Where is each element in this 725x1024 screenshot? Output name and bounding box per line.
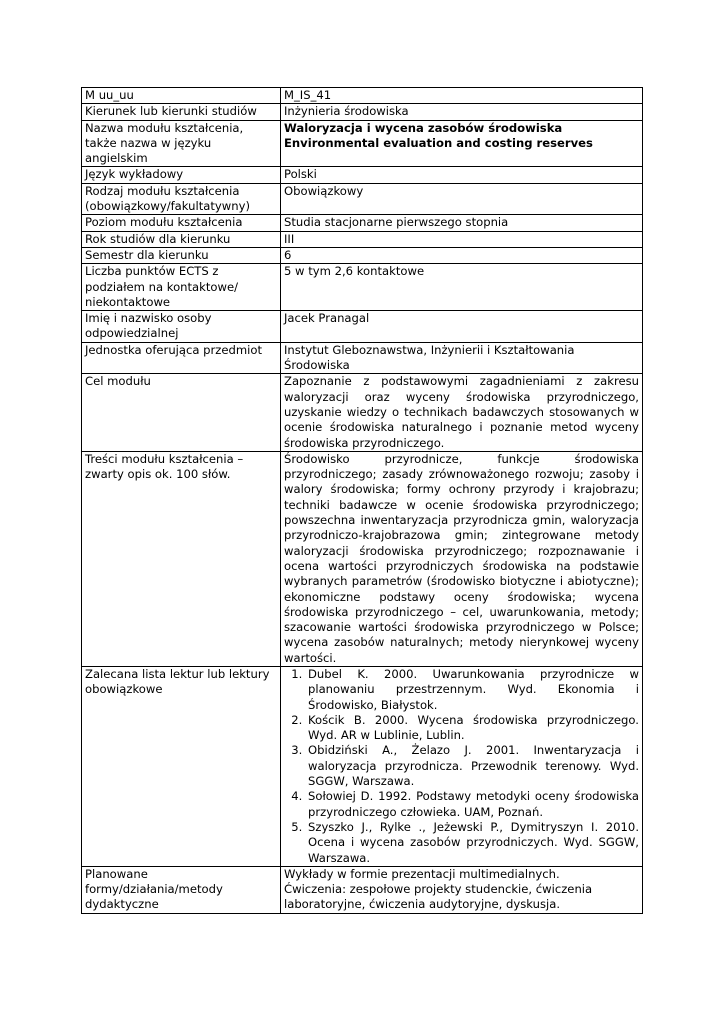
- module-name-value: [281, 120, 643, 167]
- language-value: Polski: [281, 167, 643, 183]
- module-goal-label: Cel modułu: [82, 374, 281, 451]
- teaching-methods-value: [281, 866, 643, 913]
- literature-item: 5. Szyszko J., Rylke ., Jeżewski P., Dymitryszyn I. 2010. Ocena i wycena zasobów przyrodniczych. Wyd. SGGW, Warszawa.: [306, 820, 639, 866]
- responsible-person-label: Imię i nazwisko osoby odpowiedzialnej: [82, 311, 281, 343]
- row-field-of-study: [82, 104, 643, 120]
- row-language: [82, 167, 643, 183]
- responsible-person-value: Jacek Pranagal: [281, 311, 643, 343]
- row-module-type: [82, 183, 643, 215]
- module-level-value: Studia stacjonarne pierwszego stopnia: [281, 215, 643, 231]
- ects-label: Liczba punktów ECTS z podziałem na kontaktowe/ niekontaktowe: [82, 264, 281, 311]
- row-offering-unit: [82, 342, 643, 374]
- offering-unit-value: Instytut Gleboznawstwa, Inżynierii i Kształtowania Środowiska: [281, 342, 643, 374]
- literature-item: 1. Dubel K. 2000. Uwarunkowania przyrodnicze w planowaniu przestrzennym. Wyd. Ekonomia i Środowisko, Białystok.: [306, 667, 639, 713]
- row-module-goal: [82, 374, 643, 451]
- ects-value: 5 w tym 2,6 kontaktowe: [281, 264, 643, 311]
- language-label: Język wykładowy: [82, 167, 281, 183]
- row-module-level: [82, 215, 643, 231]
- literature-value: [281, 666, 643, 866]
- module-type-label: Rodzaj modułu kształcenia (obowiązkowy/fakultatywny): [82, 183, 281, 215]
- module-type-value: Obowiązkowy: [281, 183, 643, 215]
- module-content-value: Środowisko przyrodnicze, funkcje środowiska przyrodniczego; zasady zrównoważonego rozwoju; zasoby i walory środowiska; formy ochrony przyrody i krajobrazu; techniki badawcze w ocenie środowiska przyrodniczego; powszechna inwentaryzacja przyrodnicza gmin, waloryzacja przyrodniczo-krajobrazowa gmin; zintegrowane metody waloryzacji środowiska przyrodniczego; rozpoznawanie i ocena wartości przyrodniczych środowiska na podstawie wybranych parametrów (środowisko biotyczne i abiotyczne); ekonomiczne podstawy oceny środowiska; wycena środowiska przyrodniczego – cel, uwarunkowania, metody; szacowanie wartości środowiska przyrodniczego w Polsce; wycena zasobów naturalnych; metody nierynkowej wyceny wartości.: [281, 451, 643, 666]
- module-card-table: [81, 87, 643, 914]
- row-module-code: [82, 88, 643, 104]
- field-of-study-value: Inżynieria środowiska: [281, 104, 643, 120]
- literature-list: [284, 667, 639, 866]
- module-level-label: Poziom modułu kształcenia: [82, 215, 281, 231]
- field-of-study-label: Kierunek lub kierunki studiów: [82, 104, 281, 120]
- module-code-value: M_IS_41: [281, 88, 643, 104]
- row-module-content: [82, 451, 643, 666]
- row-study-year: [82, 231, 643, 247]
- teaching-methods-exercises: Ćwiczenia: zespołowe projekty studenckie, ćwiczenia laboratoryjne, ćwiczenia audytoryjne, dyskusja.: [284, 882, 593, 912]
- row-semester: [82, 247, 643, 263]
- teaching-methods-lectures: Wykłady w formie prezentacji multimedialnych.: [284, 866, 560, 881]
- literature-item: 3. Obidziński A., Żelazo J. 2001. Inwentaryzacja i waloryzacja przyrodnicza. Przewodnik terenowy. Wyd. SGGW, Warszawa.: [306, 743, 639, 789]
- row-literature: [82, 666, 643, 866]
- study-year-label: Rok studiów dla kierunku: [82, 231, 281, 247]
- module-name-polish: Waloryzacja i wycena zasobów środowiska: [284, 120, 563, 135]
- row-ects: [82, 264, 643, 311]
- teaching-methods-label: Planowane formy/działania/metody dydaktyczne: [82, 866, 281, 913]
- literature-item: 4. Sołowiej D. 1992. Podstawy metodyki oceny środowiska przyrodniczego człowieka. UAM, Poznań.: [306, 789, 639, 820]
- module-name-english: Environmental evaluation and costing reserves: [284, 135, 593, 150]
- module-content-label: Treści modułu kształcenia – zwarty opis ok. 100 słów.: [82, 451, 281, 666]
- study-year-value: III: [281, 231, 643, 247]
- module-name-label: Nazwa modułu kształcenia, także nazwa w języku angielskim: [82, 120, 281, 167]
- literature-item: 2. Kościk B. 2000. Wycena środowiska przyrodniczego. Wyd. AR w Lublinie, Lublin.: [306, 713, 639, 744]
- row-responsible-person: [82, 311, 643, 343]
- semester-value: 6: [281, 247, 643, 263]
- module-code-label: M uu_uu: [82, 88, 281, 104]
- offering-unit-label: Jednostka oferująca przedmiot: [82, 342, 281, 374]
- module-goal-value: Zapoznanie z podstawowymi zagadnieniami z zakresu waloryzacji oraz wyceny środowiska przyrodniczego, uzyskanie wiedzy o technikach badawczych stosowanych w ocenie środowiska naturalnego i poznanie metod wyceny środowiska przyrodniczego.: [281, 374, 643, 451]
- row-module-name: [82, 120, 643, 167]
- row-teaching-methods: [82, 866, 643, 913]
- semester-label: Semestr dla kierunku: [82, 247, 281, 263]
- literature-label: Zalecana lista lektur lub lektury obowiązkowe: [82, 666, 281, 866]
